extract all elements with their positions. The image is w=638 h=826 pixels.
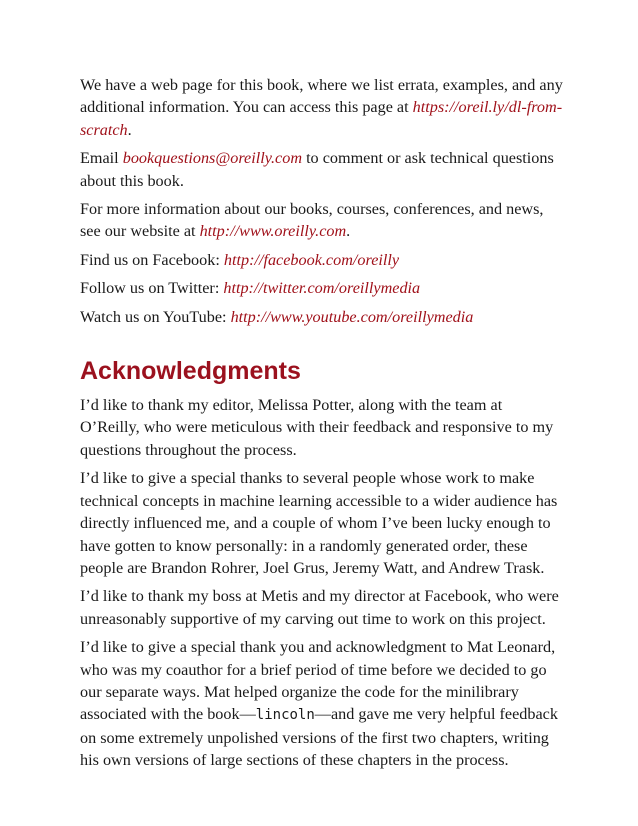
youtube-link[interactable]: http://www.youtube.com/oreillymedia bbox=[230, 307, 474, 326]
twitter-paragraph bbox=[80, 277, 564, 299]
twitter-link[interactable]: http://twitter.com/oreillymedia bbox=[223, 279, 421, 298]
more-info-text: For more information about our books, courses, conferences, and news, see our website at bbox=[80, 200, 544, 241]
acknowledgments-paragraph-1: I’d like to thank my editor, Melissa Potter, along with the team at O’Reilly, who were meticulous with their feedback and responsive to my questions throughout the process. bbox=[80, 396, 554, 459]
web-page-text: We have a web page for this book, where we list errata, examples, and any additional information. You can access this page at bbox=[80, 76, 563, 117]
email-link[interactable]: bookquestions@oreilly.com bbox=[122, 149, 303, 168]
email-text: Email bbox=[80, 149, 123, 168]
youtube-text: Watch us on YouTube: bbox=[80, 307, 231, 326]
acknowledgments-paragraph-4 bbox=[80, 636, 564, 771]
facebook-paragraph bbox=[80, 249, 564, 271]
email-text-end: to comment or ask technical questions about this book. bbox=[80, 149, 554, 190]
acknowledgments-p4-text-end: —and gave me very helpful feedback on some extremely unpolished versions of the first two chapters, writing his own versions of large sections of these chapters in the process. bbox=[80, 705, 558, 770]
web-page-paragraph bbox=[80, 74, 564, 141]
lincoln-code: lincoln bbox=[255, 707, 315, 724]
acknowledgments-heading: Acknowledgments bbox=[80, 357, 301, 386]
acknowledgments-paragraph-3: I’d like to thank my boss at Metis and my director at Facebook, who were unreasonably supportive of my carving out time to work on this project. bbox=[80, 587, 559, 628]
web-page-text-end: . bbox=[127, 120, 132, 139]
acknowledgments-p4-text: I’d like to give a special thank you and acknowledgment to Mat Leonard, who was my coauthor for a brief period of time before we decided to go our separate ways. Mat helped organize the code for the minilibrary associated with the book— bbox=[80, 638, 556, 724]
errata-page-link[interactable]: https://oreil.ly/dl-from-scratch bbox=[80, 98, 563, 139]
twitter-text: Follow us on Twitter: bbox=[80, 279, 224, 298]
facebook-text: Find us on Facebook: bbox=[80, 250, 224, 269]
more-info-paragraph bbox=[80, 198, 564, 243]
more-info-text-end: . bbox=[346, 222, 351, 241]
facebook-link[interactable]: http://facebook.com/oreilly bbox=[223, 250, 400, 269]
email-paragraph bbox=[80, 147, 564, 192]
acknowledgments-paragraph-2: I’d like to give a special thanks to several people whose work to make technical concepts in machine learning accessible to a wider audience has directly influenced me, and a couple of whom I’ve been lucky enough to have gotten to know personally: in a randomly generated order, these people are Brandon Rohrer, Joel Grus, Jeremy Watt, and Andrew Trask. bbox=[80, 469, 558, 577]
page-content bbox=[80, 74, 564, 778]
website-link[interactable]: http://www.oreilly.com bbox=[199, 222, 347, 241]
youtube-paragraph bbox=[80, 306, 564, 328]
